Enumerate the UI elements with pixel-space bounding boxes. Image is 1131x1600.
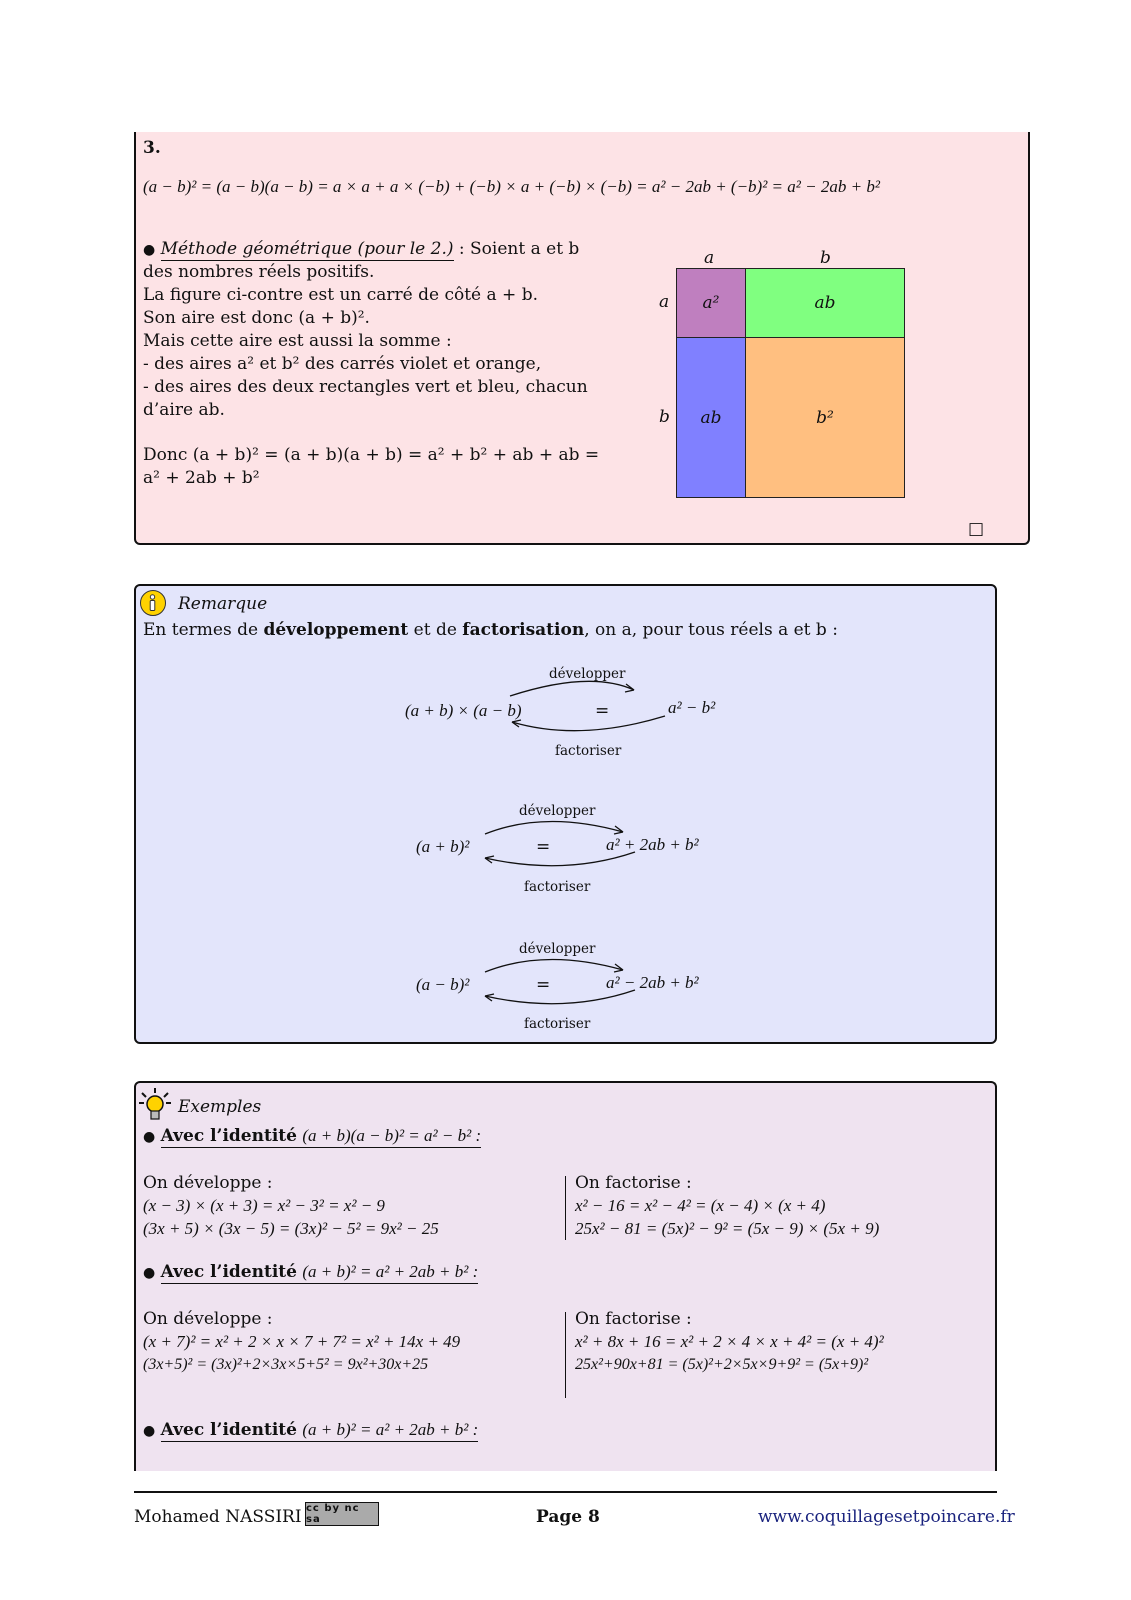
cell-ab-blue: ab xyxy=(676,337,746,498)
develop-title: On développe : xyxy=(143,1309,273,1329)
identity-left: (a − b)² xyxy=(416,975,470,994)
cc-license-icon: cc by nc sa xyxy=(305,1502,379,1526)
top-label-b: b xyxy=(820,248,831,268)
side-label-b: b xyxy=(659,407,670,427)
remark-intro: En termes de développement et de factorisation, on a, pour tous réels a et b : xyxy=(143,620,838,640)
identity-right: a² − 2ab + b² xyxy=(606,973,699,992)
factor-line: 25x²+90x+81 = (5x)²+2×5x×9+9² = (5x+9)² xyxy=(575,1356,869,1373)
arrow-label-develop: développer xyxy=(549,666,626,682)
remark-title: Remarque xyxy=(178,594,268,614)
section-heading: ● Avec l’identité (a + b)(a − b)² = a² − b² : xyxy=(143,1126,482,1146)
method-line: Son aire est donc (a + b)². xyxy=(143,308,370,328)
cycle-arrows xyxy=(475,812,645,872)
footer-url-link[interactable]: www.coquillagesetpoincare.fr xyxy=(758,1507,1015,1527)
identity-equals: = xyxy=(595,701,610,721)
qed-symbol: □ xyxy=(968,519,985,539)
cycle-arrows xyxy=(475,950,645,1010)
conclusion-line: Donc (a + b)² = (a + b)(a + b) = a² + b² + ab + ab = xyxy=(143,445,600,465)
method-line: - des aires des deux rectangles vert et bleu, chacun xyxy=(143,377,588,397)
method-rest: : Soient a et b xyxy=(453,239,580,259)
section-heading: ● Avec l’identité (a + b)² = a² + 2ab + b² : xyxy=(143,1262,479,1282)
identity-right: a² + 2ab + b² xyxy=(606,835,699,854)
factor-line: x² − 16 = x² − 4² = (x − 4) × (x + 4) xyxy=(575,1196,826,1215)
factor-title: On factorise : xyxy=(575,1309,692,1329)
formula-line: (a − b)² = (a − b)(a − b) = a × a + a × (−b) + (−b) × a + (−b) × (−b) = a² − 2ab + (−b)² = a² − 2ab + b² xyxy=(143,177,880,196)
item-number: 3. xyxy=(143,138,161,158)
examples-title: Exemples xyxy=(178,1097,262,1117)
column-divider xyxy=(565,1176,566,1240)
arrow-label-factor: factoriser xyxy=(524,879,591,895)
method-title: Méthode géométrique (pour le 2.) xyxy=(160,239,454,259)
develop-title: On développe : xyxy=(143,1173,273,1193)
develop-line: (3x+5)² = (3x)²+2×3x×5+5² = 9x²+30x+25 xyxy=(143,1356,429,1373)
identity-right: a² − b² xyxy=(668,698,716,717)
method-line: d’aire ab. xyxy=(143,400,225,420)
footer-rule xyxy=(134,1491,997,1493)
arrow-label-factor: factoriser xyxy=(524,1016,591,1032)
identity-equals: = xyxy=(536,975,551,995)
method-line: - des aires a² et b² des carrés violet et orange, xyxy=(143,354,542,374)
side-label-a: a xyxy=(659,292,670,312)
footer-author: Mohamed NASSIRI xyxy=(134,1507,302,1527)
cell-a-squared: a² xyxy=(676,268,746,338)
identity-left: (a + b) × (a − b) xyxy=(405,701,522,720)
footer-page: Page 8 xyxy=(536,1507,600,1527)
lightbulb-icon xyxy=(138,1087,172,1123)
method-line: La figure ci-contre est un carré de côté a + b. xyxy=(143,285,538,305)
cycle-arrows xyxy=(500,676,680,736)
factor-line: 25x² − 81 = (5x)² − 9² = (5x − 9) × (5x + 9) xyxy=(575,1219,880,1238)
arrow-label-develop: développer xyxy=(519,803,596,819)
info-icon xyxy=(140,590,166,616)
section-heading: ● Avec l’identité (a + b)² = a² + 2ab + b² : xyxy=(143,1420,479,1440)
develop-line: (x − 3) × (x + 3) = x² − 3² = x² − 9 xyxy=(143,1196,385,1215)
method-line: Mais cette aire est aussi la somme : xyxy=(143,331,452,351)
arrow-label-factor: factoriser xyxy=(555,743,622,759)
top-label-a: a xyxy=(704,248,715,268)
factor-line: x² + 8x + 16 = x² + 2 × 4 × x + 4² = (x + 4)² xyxy=(575,1332,884,1351)
develop-line: (3x + 5) × (3x − 5) = (3x)² − 5² = 9x² − 25 xyxy=(143,1219,439,1238)
cell-b-squared: b² xyxy=(745,337,905,498)
identity-left: (a + b)² xyxy=(416,837,470,856)
identity-equals: = xyxy=(536,837,551,857)
develop-line: (x + 7)² = x² + 2 × x × 7 + 7² = x² + 14x + 49 xyxy=(143,1332,461,1351)
column-divider xyxy=(565,1312,566,1398)
arrow-label-develop: développer xyxy=(519,941,596,957)
conclusion-line: a² + 2ab + b² xyxy=(143,468,260,488)
method-line: des nombres réels positifs. xyxy=(143,262,375,282)
cell-ab-green: ab xyxy=(745,268,905,338)
factor-title: On factorise : xyxy=(575,1173,692,1193)
method-heading: ● Méthode géométrique (pour le 2.) : Soient a et b xyxy=(143,239,580,259)
